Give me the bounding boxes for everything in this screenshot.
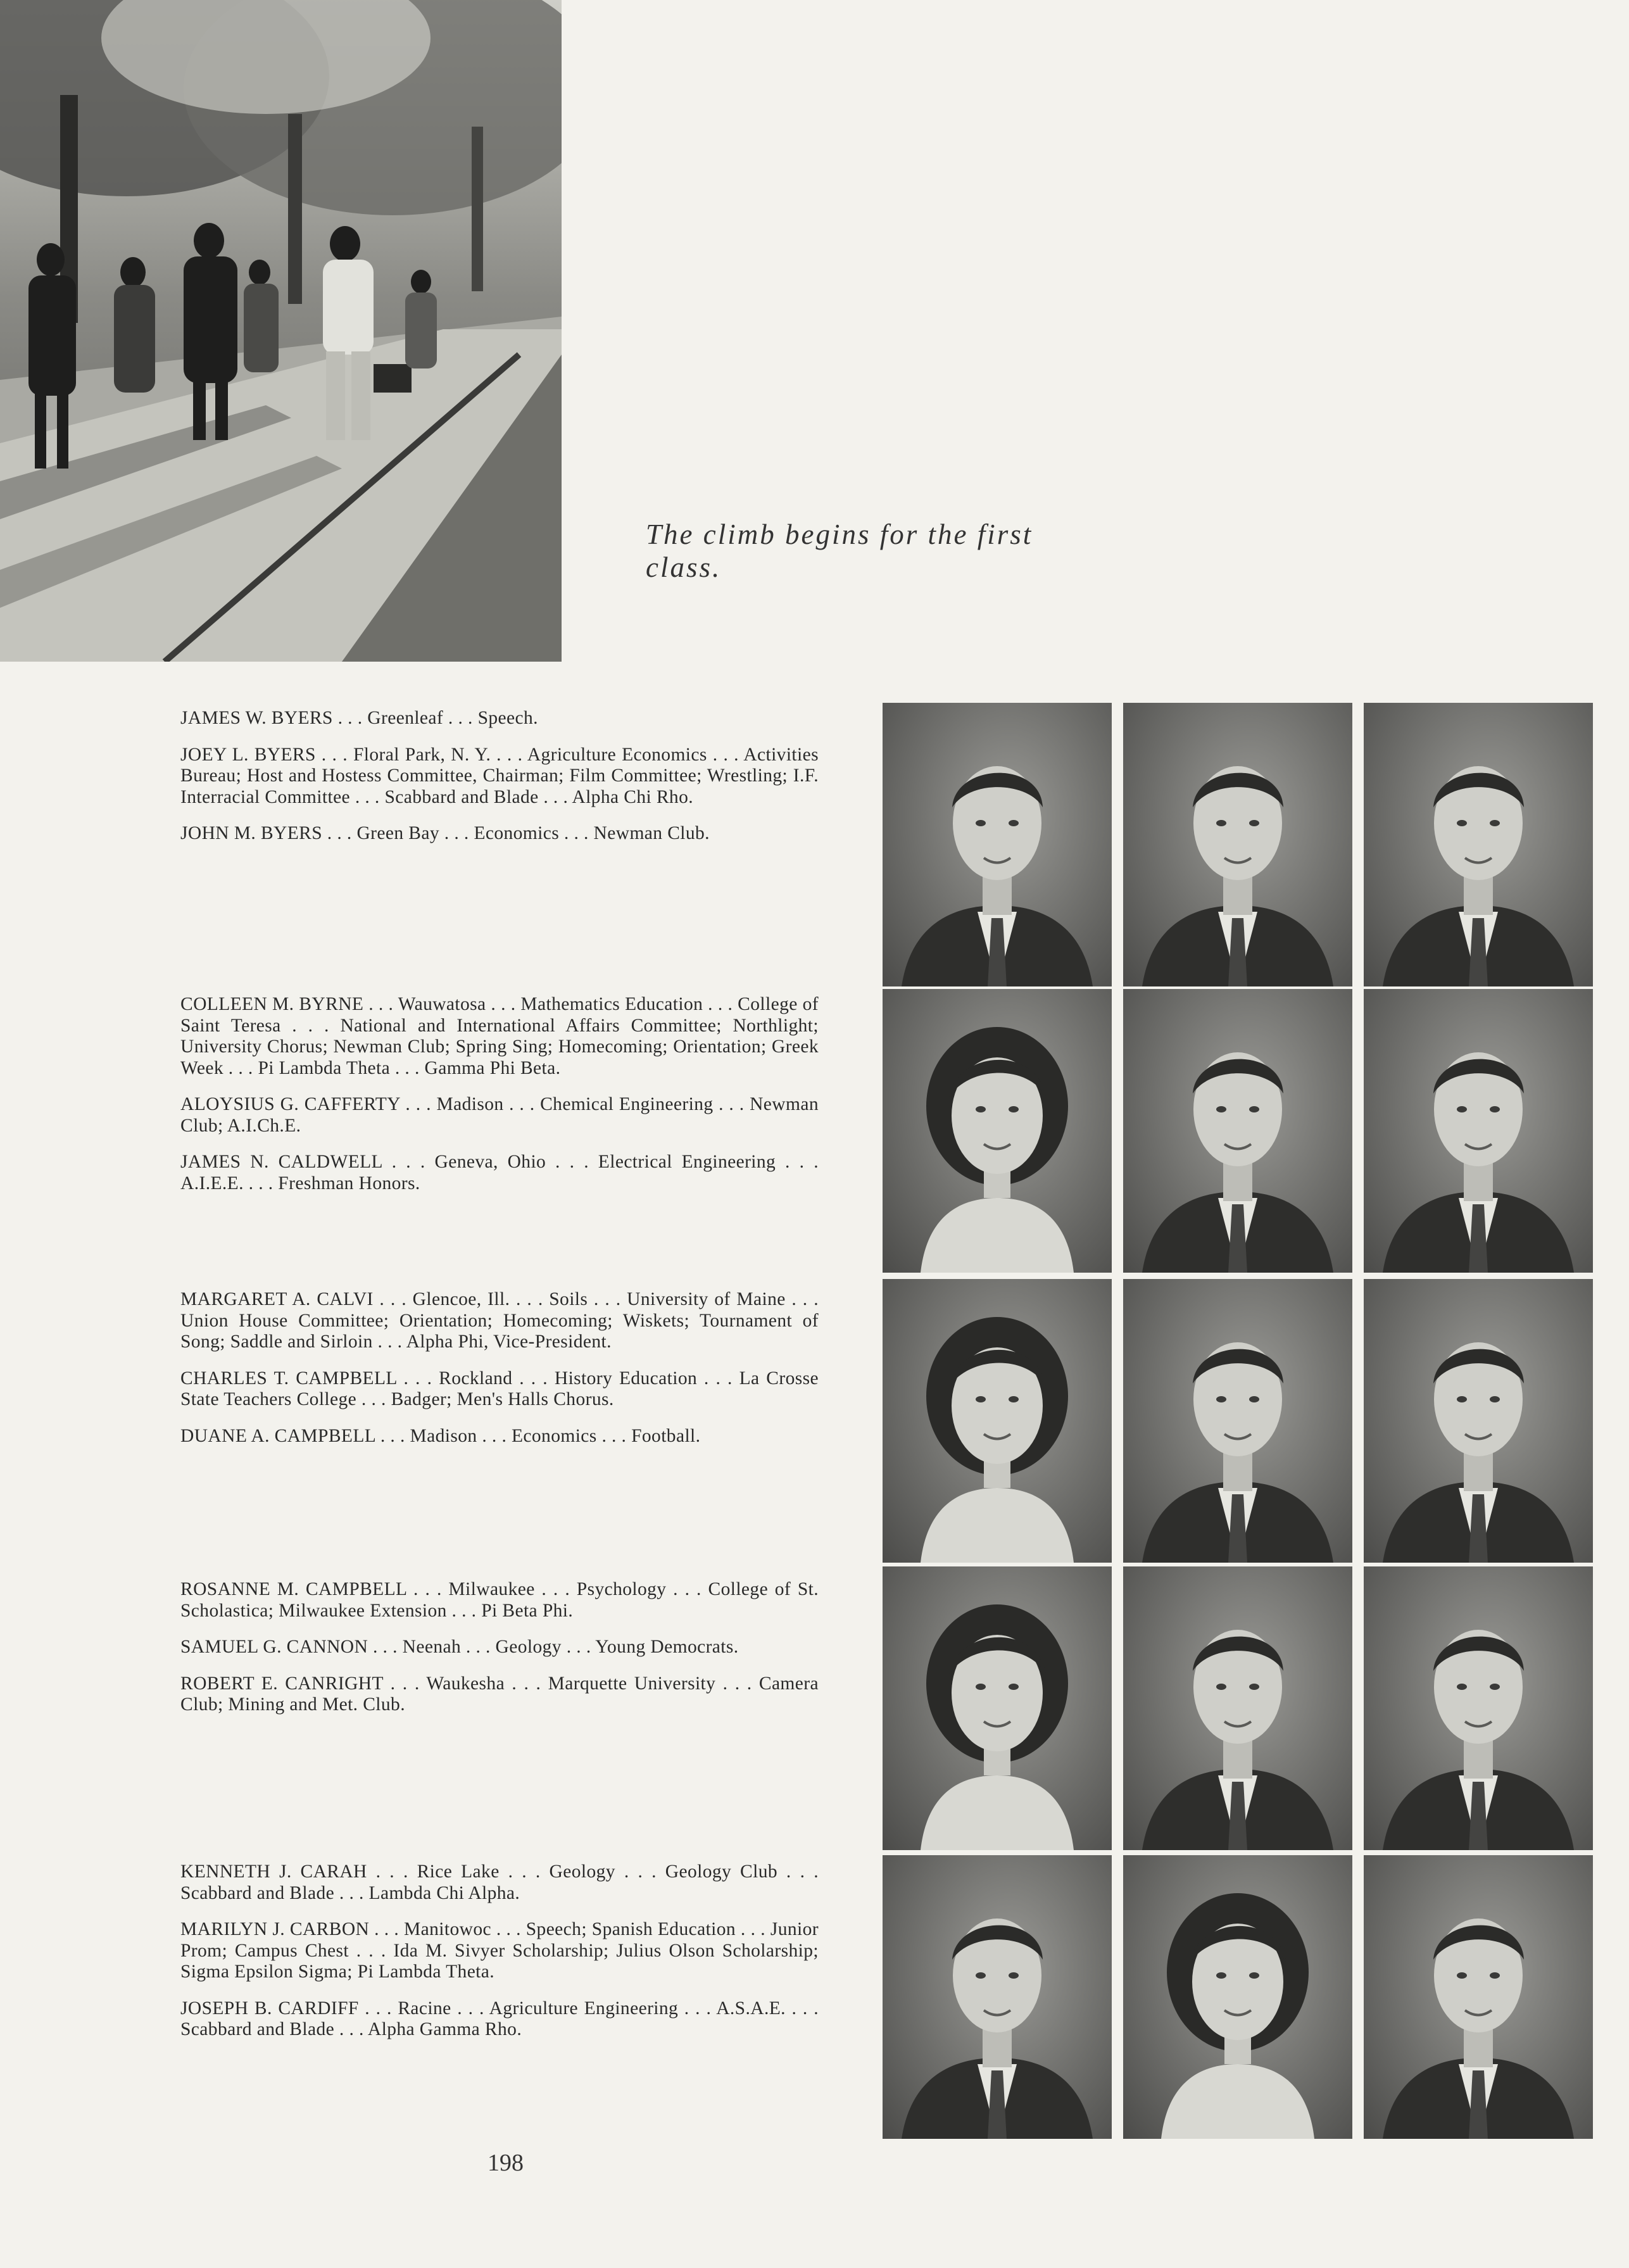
student-entry: SAMUEL G. CANNON . . . Neenah . . . Geology . . . Young Democrats. xyxy=(180,1637,739,1657)
student-entry: JOHN M. BYERS . . . Green Bay . . . Economics . . . Newman Club. xyxy=(180,823,710,843)
page-number: 198 xyxy=(487,2150,524,2176)
entry-group-3 xyxy=(180,1289,819,1462)
entry-group-5 xyxy=(180,1862,819,2056)
student-entry: JAMES W. BYERS . . . Greenleaf . . . Speech. xyxy=(180,708,538,728)
student-portrait xyxy=(1123,989,1352,1273)
student-entry: MARILYN J. CARBON . . . Manitowoc . . . Speech; Spanish Education . . . Junior Prom; Campus Chest . . . Ida M. Sivyer Scholarship; Julius Olson Scholarship; Sigma Epsilon Sigma; Pi Lambda Theta. xyxy=(180,1919,819,1982)
portrait-row xyxy=(883,703,1593,986)
student-entry: MARGARET A. CALVI . . . Glencoe, Ill. . . . Soils . . . University of Maine . . . Union House Committee; Orientation; Homecoming; Wiskets; Tournament of Song; Saddle and Sirloin . . . Alpha Phi, Vice-President. xyxy=(180,1289,819,1352)
student-portrait xyxy=(883,989,1112,1273)
student-portrait xyxy=(883,1855,1112,2139)
portrait-row xyxy=(883,1566,1593,1850)
portrait-row xyxy=(883,989,1593,1273)
student-portrait xyxy=(883,1566,1112,1850)
student-portrait xyxy=(883,1279,1112,1563)
student-portrait xyxy=(1123,1566,1352,1850)
portrait-row xyxy=(883,1855,1593,2139)
student-portrait xyxy=(1123,1279,1352,1563)
photo-caption: The climb begins for the first class. xyxy=(646,519,1033,583)
student-portrait xyxy=(1123,1855,1352,2139)
student-portrait xyxy=(1123,703,1352,986)
student-entry: JOEY L. BYERS . . . Floral Park, N. Y. . . . Agriculture Economics . . . Activities Bureau; Host and Hostess Committee, Chairman; Film Committee; Wrestling; I.F. Interracial Committee . . . Scabbard and Blade . . . Alpha Chi Rho. xyxy=(180,744,819,807)
student-portrait xyxy=(1364,1279,1593,1563)
campus-walk-photo xyxy=(0,0,562,662)
entry-group-4 xyxy=(180,1579,819,1731)
portrait-grid xyxy=(883,703,1593,2131)
student-portrait xyxy=(1364,1566,1593,1850)
student-entry: ALOYSIUS G. CAFFERTY . . . Madison . . . Chemical Engineering . . . Newman Club; A.I.Ch.E. xyxy=(180,1094,819,1136)
entry-group-2 xyxy=(180,994,819,1209)
student-portrait xyxy=(883,703,1112,986)
student-entry: COLLEEN M. BYRNE . . . Wauwatosa . . . Mathematics Education . . . College of Saint Teresa . . . National and International Affairs Committee; Northlight; University Chorus; Newman Club; Spring Sing; Homecoming; Orientation; Greek Week . . . Pi Lambda Theta . . . Gamma Phi Beta. xyxy=(180,994,819,1078)
student-entry: ROBERT E. CANRIGHT . . . Waukesha . . . Marquette University . . . Camera Club; Mining and Met. Club. xyxy=(180,1673,819,1715)
student-entry: DUANE A. CAMPBELL . . . Madison . . . Economics . . . Football. xyxy=(180,1425,701,1446)
student-entry: KENNETH J. CARAH . . . Rice Lake . . . Geology . . . Geology Club . . . Scabbard and Blade . . . Lambda Chi Alpha. xyxy=(180,1862,819,1903)
portrait-row xyxy=(883,1279,1593,1563)
student-entry: ROSANNE M. CAMPBELL . . . Milwaukee . . . Psychology . . . College of St. Scholastica; Milwaukee Extension . . . Pi Beta Phi. xyxy=(180,1579,819,1621)
student-entry: CHARLES T. CAMPBELL . . . Rockland . . . History Education . . . La Crosse State Teachers College . . . Badger; Men's Halls Chorus. xyxy=(180,1368,819,1409)
student-entry: JAMES N. CALDWELL . . . Geneva, Ohio . . . Electrical Engineering . . . A.I.E.E. . . . Freshman Honors. xyxy=(180,1152,819,1194)
entry-group-1 xyxy=(180,708,819,860)
student-portrait xyxy=(1364,703,1593,986)
student-entry: JOSEPH B. CARDIFF . . . Racine . . . Agriculture Engineering . . . A.S.A.E. . . . Scabbard and Blade . . . Alpha Gamma Rho. xyxy=(180,1998,819,2039)
student-portrait xyxy=(1364,1855,1593,2139)
student-portrait xyxy=(1364,989,1593,1273)
